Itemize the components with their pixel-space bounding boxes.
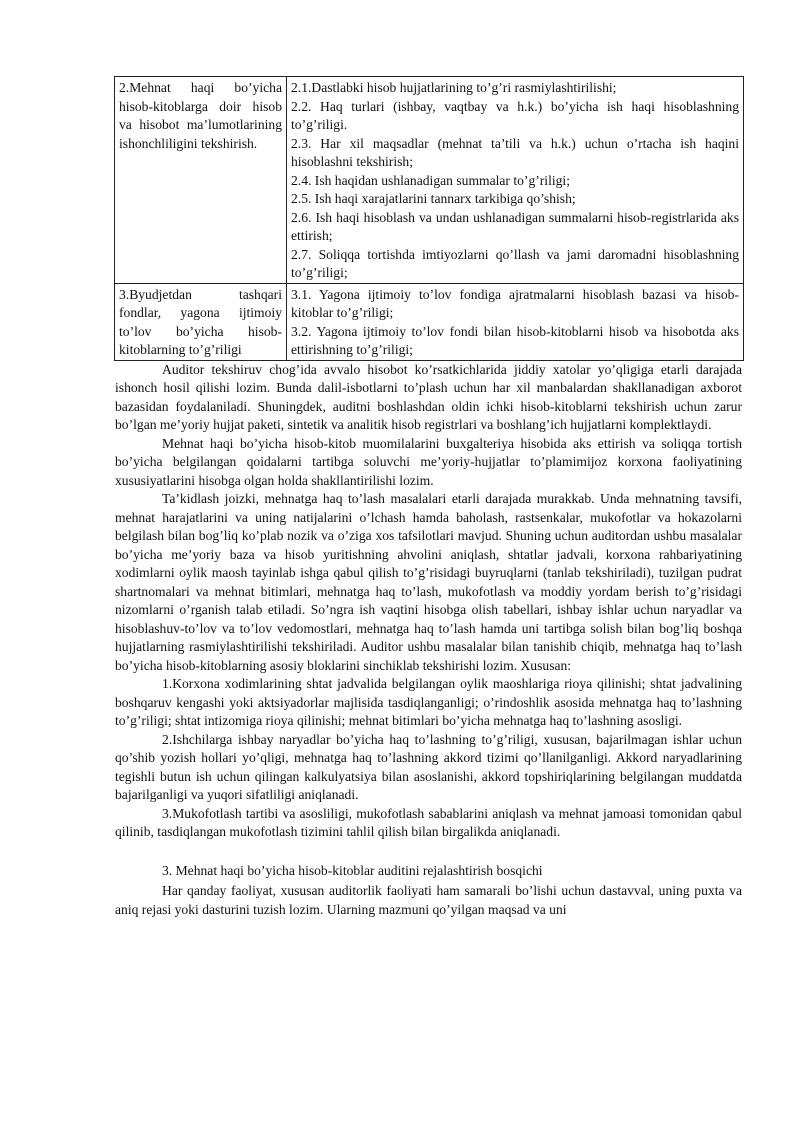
list-item: 3.2. Yagona ijtimoiy to’lov fondi bilan hisob-kitoblarni hisob va hisobotda aks ettirishning to’g’riligi;	[291, 323, 739, 357]
table-cell-topic: 2.Mehnat haqi bo’yicha hisob-kitoblarga doir hisob va hisobot ma’lumotlarining ishonchliligini tekshirish.	[115, 77, 287, 284]
page-content	[115, 76, 742, 919]
list-item: 2.4. Ish haqidan ushlanadigan summalar to’g’riligi;	[291, 172, 570, 188]
list-item: 3.1. Yagona ijtimoiy to’lov fondiga ajratmalarni hisoblash bazasi va hisob-kitoblar to’g’riligi;	[291, 286, 739, 320]
table-cell-topic: 3.Byudjetdan tashqari fondlar, yagona ijtimoiy to’lov bo’yicha hisob-kitoblarning to’g’riligi	[115, 283, 287, 360]
table-row	[115, 77, 744, 284]
body-paragraph: Har qanday faoliyat, xususan auditorlik faoliyati ham samarali bo’lishi uchun dastavval, uning puxta va aniq rejasi yoki dasturini tuzish lozim. Ularning mazmuni qo’yilgan maqsad va uni	[115, 883, 742, 917]
numbered-paragraph: 2.Ishchilarga ishbay naryadlar bo’yicha haq to’lashning to’g’riligi, xususan, bajarilmagan ishlar uchun qo’shib yozish hollari yo’qligi, mehnatga haq to’lashning akkord tizimi qo’llanilganligi. Akkord naryadlarining tegishli butun ish uchun qilingan kalkulyatsiya bilan asoslanishi, akkord topshiriqlarining belgilangan muddatda bajarilganligi va yuqori sifatliligi aniqlanadi.	[115, 731, 742, 802]
list-item: 2.2. Haq turlari (ishbay, vaqtbay va h.k.) bo’yicha ish haqi hisoblashning to’g’riligi.	[291, 98, 739, 132]
table-cell-items	[287, 77, 744, 284]
section-heading: 3. Mehnat haqi bo’yicha hisob-kitoblar auditini rejalashtirish bosqichi	[162, 862, 543, 878]
body-paragraph: Mehnat haqi bo’yicha hisob-kitob muomilalarini buxgalteriya hisobida aks ettirish va soliqqa tortish bo’yicha belgilangan qoidalarni tartibga soluvchi me’yoriy-hujjatlar to’plamimijoz korxona faoliyatining xususiyatlarini hisobga olgan holda shakllantirilishi lozim.	[115, 435, 742, 488]
table-cell-items	[287, 283, 744, 360]
list-item: 2.3. Har xil maqsadlar (mehnat ta’tili va h.k.) uchun o’rtacha ish haqini hisoblashni tekshirish;	[291, 135, 739, 169]
table-row	[115, 283, 744, 360]
body-paragraph: Ta’kidlash joizki, mehnatga haq to’lash masalalari etarli darajada murakkab. Unda mehnatning tavsifi, mehnat harajatlarini va uning natijalarini o’lchash hamda baholash, rastsenkalar, mukofotlar va hokazolarni belgilash bilan bog’liq ko’plab nozik va o’ziga xos tafsilotlari mavjud. Shuning uchun auditordan ushbu masalalar bo’yicha me’yoriy baza va hisob yuritishning ahvolini aniqlash, shtatlar jadvali, korxona rahbariyatining xodimlarni oylik maosh tayinlab ishga qabul qilish to’g’risidagi buyruqlarni (tanlab tekshiriladi), tuzilgan pudrat shartnomalari va mehnat bitimlari, mehnatga haq to’lash, mukofotlash va moddiy yordam berish to’g’risidagi nizomlarni o’rganish talab etiladi. So’ngra ish vaqtini hisobga olish tabellari, ishbay ishlar uchun naryadlar va hisoblashuv-to’lov va to’lov vedomostlari, mehnatga haq to’lash hamda uni tartibga solish bilan bog’liq boshqa hujjatlarning rasmiylashtirilishi tekshiriladi. Auditor ushbu masalalar bilan tanishib chiqib, mehnatga haq to’lash bo’yicha hisob-kitoblarning asosiy bloklarini sinchiklab tekshirishi lozim. Xususan:	[115, 491, 742, 673]
audit-table	[114, 76, 744, 361]
list-item: 2.1.Dastlabki hisob hujjatlarining to’g’ri rasmiylashtirilishi;	[291, 80, 617, 95]
numbered-paragraph: 1.Korxona xodimlarining shtat jadvalida belgilangan oylik maoshlariga rioya qilinishi; shtat jadvalining boshqaruv kengashi yoki aktsiyadorlar majlisida tasdiqlanganligi; o’rindoshlik asosida mehnatga haq to’lashning to’g’riligi; shtat intizomiga rioya qilinishi; mehnat bitimlari bo’yicha mehnatga haq to’lashning asosligi.	[115, 676, 742, 728]
body-paragraph: Auditor tekshiruv chog’ida avvalo hisobot ko’rsatkichlarida jiddiy xatolar yo’qligiga etarli darajada ishonch hosil qilishi lozim. Bunda dalil-isbotlarni to’plash uchun har xil manbalardan shakllanadigan axborot bazasidan foydalaniladi. Shuningdek, auditni boshlashdan oldin ichki hisob-kitoblarni tekshirish uchun zarur bo’lgan me’yoriy hujjat paketi, sintetik va analitik hisob registrlari va boshlang’ich hujjatlarni komplektlaydi.	[115, 361, 742, 432]
list-item: 2.5. Ish haqi xarajatlarini tannarx tarkibiga qo’shish;	[291, 191, 576, 206]
numbered-paragraph: 3.Mukofotlash tartibi va asosliligi, mukofotlash sabablarini aniqlash va mehnat jamoasi tomonidan qabul qilinib, tasdiqlangan mukofotlash tizimini tahlil qilish bilan birgalikda aniqlanadi.	[115, 805, 742, 839]
list-item: 2.7. Soliqqa tortishda imtiyozlarni qo’llash va jami daromadni hisoblashning to’g’riligi;	[291, 246, 739, 280]
list-item: 2.6. Ish haqi hisoblash va undan ushlanadigan summalarni hisob-registrlarida aks ettirish;	[291, 209, 739, 243]
